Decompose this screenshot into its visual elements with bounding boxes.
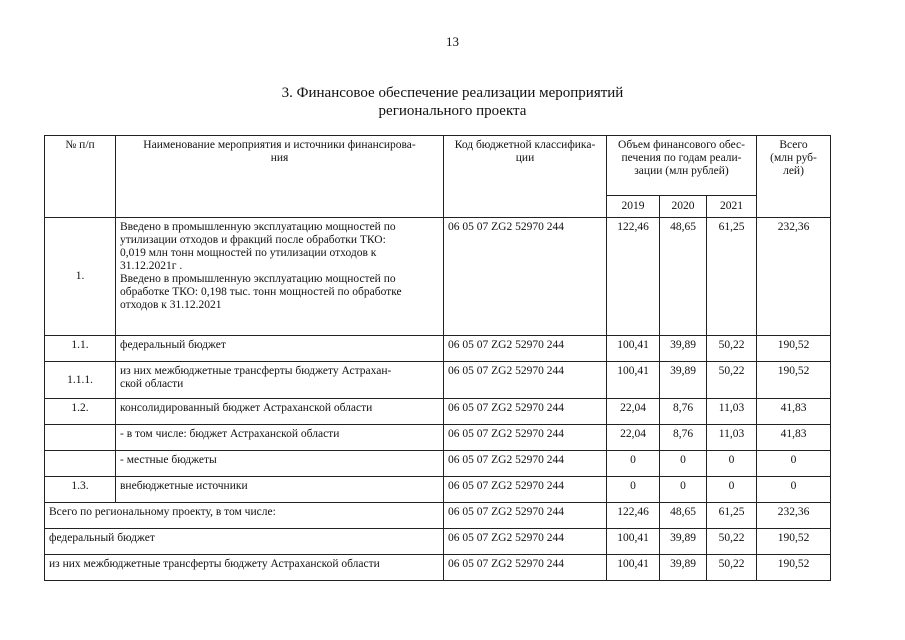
row-total: 190,52 — [757, 336, 831, 362]
table-row — [45, 218, 831, 336]
row-code: 06 05 07 ZG2 52970 244 — [444, 336, 607, 362]
summary-value-2019: 100,41 — [607, 529, 660, 555]
row-name-line: утилизации отходов и фракций после обработки ТКО: — [120, 234, 386, 246]
header-num: № п/п — [45, 136, 116, 218]
row-name — [116, 362, 444, 399]
row-value-2020: 0 — [660, 451, 707, 477]
row-name-line: Введено в промышленную эксплуатацию мощностей по — [120, 221, 396, 233]
summary-value-2020: 48,65 — [660, 503, 707, 529]
row-total: 41,83 — [757, 425, 831, 451]
row-value-2020: 39,89 — [660, 336, 707, 362]
row-name-line: федеральный бюджет — [120, 339, 226, 351]
row-value-2020: 8,76 — [660, 425, 707, 451]
row-name-line: обработке ТКО: 0,198 тыс. тонн мощностей по обработке — [120, 286, 402, 298]
summary-label: из них межбюджетные трансферты бюджету Астраханской области — [45, 555, 444, 581]
row-value-2019: 22,04 — [607, 399, 660, 425]
header-name — [116, 136, 444, 218]
summary-total: 190,52 — [757, 529, 831, 555]
summary-code: 06 05 07 ZG2 52970 244 — [444, 503, 607, 529]
row-code: 06 05 07 ZG2 52970 244 — [444, 399, 607, 425]
financing-table — [44, 135, 831, 581]
row-value-2019: 100,41 — [607, 362, 660, 399]
row-code: 06 05 07 ZG2 52970 244 — [444, 477, 607, 503]
row-value-2020: 0 — [660, 477, 707, 503]
summary-label: Всего по региональному проекту, в том числе: — [45, 503, 444, 529]
summary-code: 06 05 07 ZG2 52970 244 — [444, 555, 607, 581]
row-value-2019: 0 — [607, 451, 660, 477]
row-code: 06 05 07 ZG2 52970 244 — [444, 362, 607, 399]
row-num — [45, 451, 116, 477]
section-title — [0, 84, 905, 120]
table-row — [45, 336, 831, 362]
row-total: 232,36 — [757, 218, 831, 336]
row-total: 0 — [757, 451, 831, 477]
row-name-line: из них межбюджетные трансферты бюджету Астрахан- — [120, 365, 392, 377]
summary-row — [45, 529, 831, 555]
header-name-line-2: ния — [270, 152, 289, 164]
row-name — [116, 399, 444, 425]
header-volume-line-3: зации (млн рублей) — [634, 165, 729, 177]
row-name-line: Введено в промышленную эксплуатацию мощностей по — [120, 273, 396, 285]
row-value-2021: 50,22 — [707, 362, 757, 399]
row-num: 1.2. — [45, 399, 116, 425]
page-number: 13 — [446, 34, 459, 49]
row-value-2021: 11,03 — [707, 425, 757, 451]
summary-value-2020: 39,89 — [660, 555, 707, 581]
row-name-line: - местные бюджеты — [120, 454, 217, 466]
row-name — [116, 451, 444, 477]
header-total-line-3: лей) — [783, 165, 804, 177]
summary-value-2019: 100,41 — [607, 555, 660, 581]
section-title-line-1: 3. Финансовое обеспечение реализации мероприятий — [281, 85, 624, 101]
section-title-line-2: регионального проекта — [378, 103, 527, 119]
header-total-line-2: (млн руб- — [770, 152, 817, 164]
row-name-line: - в том числе: бюджет Астраханской области — [120, 428, 340, 440]
header-total-line-1: Всего — [779, 139, 808, 151]
header-year-2021: 2021 — [707, 196, 757, 218]
header-code — [444, 136, 607, 218]
row-value-2020: 8,76 — [660, 399, 707, 425]
header-total — [757, 136, 831, 218]
row-value-2020: 48,65 — [660, 218, 707, 336]
header-year-2019: 2019 — [607, 196, 660, 218]
row-total: 41,83 — [757, 399, 831, 425]
header-code-line-2: ции — [515, 152, 535, 164]
row-name — [116, 336, 444, 362]
summary-value-2021: 50,22 — [707, 555, 757, 581]
row-name-line: внебюджетные источники — [120, 480, 248, 492]
row-value-2019: 22,04 — [607, 425, 660, 451]
table-row — [45, 362, 831, 399]
row-value-2019: 0 — [607, 477, 660, 503]
row-num: 1.1. — [45, 336, 116, 362]
header-year-2020: 2020 — [660, 196, 707, 218]
summary-row — [45, 503, 831, 529]
row-name-line: 0,019 млн тонн мощностей по утилизации отходов к — [120, 247, 377, 259]
summary-value-2021: 61,25 — [707, 503, 757, 529]
row-num: 1. — [45, 218, 116, 336]
row-name-line: консолидированный бюджет Астраханской области — [120, 402, 373, 414]
row-name — [116, 218, 444, 336]
row-value-2021: 61,25 — [707, 218, 757, 336]
row-name-line: 31.12.2021г . — [120, 260, 183, 272]
row-name — [116, 425, 444, 451]
row-name-line: ской области — [120, 378, 184, 390]
header-volume-line-2: печения по годам реали- — [621, 152, 742, 164]
row-code: 06 05 07 ZG2 52970 244 — [444, 425, 607, 451]
header-volume-line-1: Объем финансового обес- — [618, 139, 745, 151]
row-name-line: отходов к 31.12.2021 — [120, 299, 222, 311]
row-num: 1.3. — [45, 477, 116, 503]
summary-value-2020: 39,89 — [660, 529, 707, 555]
row-code: 06 05 07 ZG2 52970 244 — [444, 451, 607, 477]
table-row — [45, 477, 831, 503]
table-row — [45, 399, 831, 425]
row-value-2019: 122,46 — [607, 218, 660, 336]
summary-total: 232,36 — [757, 503, 831, 529]
row-code: 06 05 07 ZG2 52970 244 — [444, 218, 607, 336]
row-total: 0 — [757, 477, 831, 503]
summary-total: 190,52 — [757, 555, 831, 581]
summary-code: 06 05 07 ZG2 52970 244 — [444, 529, 607, 555]
row-total: 190,52 — [757, 362, 831, 399]
row-value-2021: 0 — [707, 451, 757, 477]
table-row — [45, 451, 831, 477]
summary-value-2019: 122,46 — [607, 503, 660, 529]
table-body — [45, 136, 831, 581]
row-num: 1.1.1. — [45, 362, 116, 399]
row-value-2021: 11,03 — [707, 399, 757, 425]
row-num — [45, 425, 116, 451]
header-row — [45, 136, 831, 196]
summary-value-2021: 50,22 — [707, 529, 757, 555]
header-code-line-1: Код бюджетной классифика- — [454, 139, 596, 151]
summary-label: федеральный бюджет — [45, 529, 444, 555]
table-row — [45, 425, 831, 451]
row-value-2021: 50,22 — [707, 336, 757, 362]
row-value-2021: 0 — [707, 477, 757, 503]
row-value-2020: 39,89 — [660, 362, 707, 399]
row-value-2019: 100,41 — [607, 336, 660, 362]
row-name — [116, 477, 444, 503]
header-name-line-1: Наименование мероприятия и источники финансирова- — [143, 139, 416, 151]
summary-row — [45, 555, 831, 581]
header-volume — [607, 136, 757, 196]
